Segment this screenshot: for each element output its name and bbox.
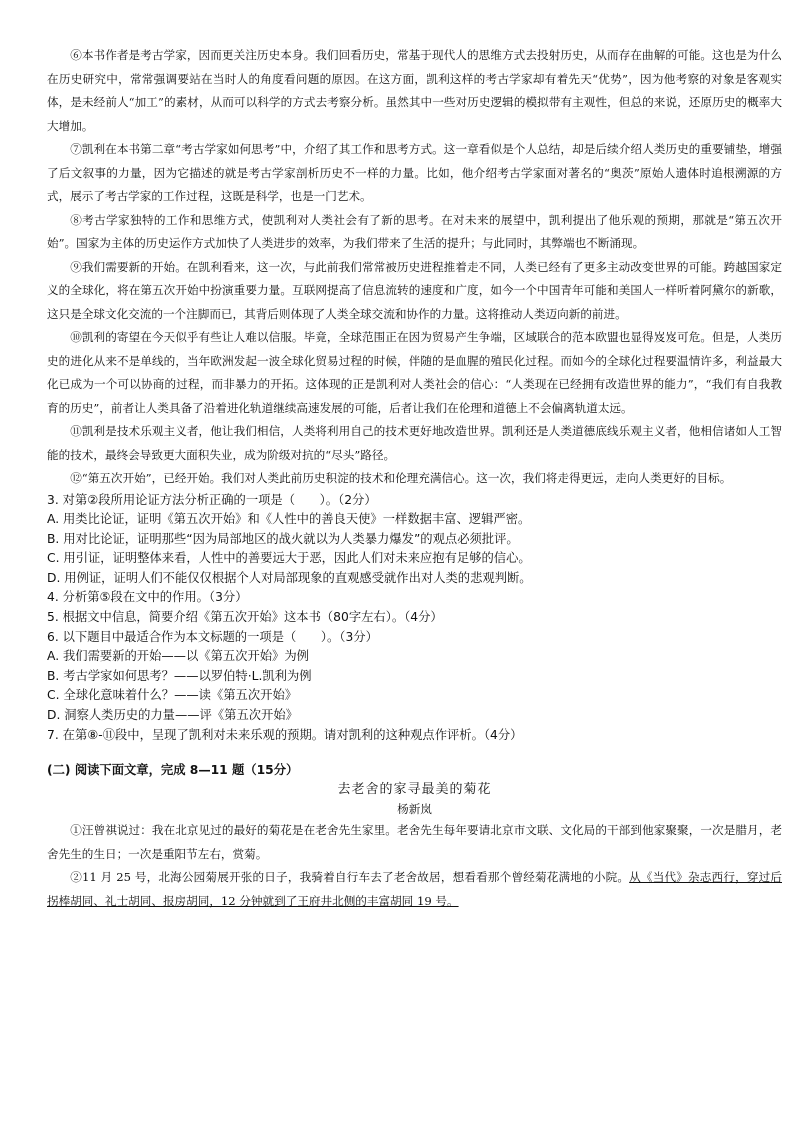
option-a: A. 我们需要新的开始——以《第五次开始》为例	[47, 649, 309, 664]
question-3: 3. 对第②段所用论证方法分析正确的一项是（ ）。（2分）	[47, 492, 377, 507]
article-author: 杨新岚	[397, 802, 432, 817]
question-7: 7. 在第⑧-⑪段中，呈现了凯利对未来乐观的预期。请对凯利的这种观点作评析。（4分）	[47, 727, 523, 742]
reading-section-two	[47, 760, 782, 913]
paragraph-10: ⑩凯利的寄望在今天似乎有些让人难以信服。毕竟，全球范围正在因为贸易产生争端，区域联合的范本欧盟也显得岌岌可危。但是，人类历史的进化从来不是单线的，当年欧洲发起一波全球化贸易过程的时候，伴随的是血腥的殖民化过程。而如今的全球化过程要温情许多，利益最大化已成为一个可以协商的过程，而非暴力的开拓。这体现的正是凯利对人类社会的信心：“人类现在已经拥有改造世界的能力”，“我们有自我教育的历史”，前者让人类具备了沿着进化轨道继续高速发展的可能，后者让我们在伦理和道德上不会偏离轨道太远。	[47, 330, 782, 415]
paragraph-12: ⑫“第五次开始”，已经开始。我们对人类此前历史积淀的技术和伦理充满信心。这一次，我们将走得更远，走向人类更好的目标。	[70, 471, 732, 485]
reading-passage	[47, 44, 782, 491]
question-4: 4. 分析第⑤段在文中的作用。（3分）	[47, 590, 248, 605]
paragraph-9: ⑨我们需要新的开始。在凯利看来，这一次，与此前我们常常被历史进程推着走不同，人类已经有了更多主动改变世界的可能。跨越国家定义的全球化，将在第五次开始中扮演重要力量。互联网提高了信息流转的速度和广度，如今一个中国青年可能和美国人一样听着阿黛尔的新歌，这只是全球文化交流的一个注脚而已，其背后则体现了人类全球交流和协作的力量。这将推动人类迈向新的前进。	[47, 259, 782, 321]
option-d: D. 用例证，证明人们不能仅仅根据个人对局部现象的直观感受就作出对人类的悲观判断。	[47, 570, 532, 585]
document-page	[47, 44, 782, 913]
option-c: C. 用引证，证明整体来看，人性中的善要远大于恶，因此人们对未来应抱有足够的信心。	[47, 551, 531, 566]
question-6: 6. 以下题目中最适合作为本文标题的一项是（ ）。（3分）	[47, 629, 378, 644]
question-list	[47, 491, 782, 746]
section-heading: (二) 阅读下面文章，完成 8—11 题（15分）	[47, 763, 299, 778]
article-paragraph-2	[47, 866, 782, 913]
underlined-sentence: 从《当代》杂志西行，穿过后拐棒胡同、礼士胡同、报房胡同，12 分钟就到了王府井北侧的丰富胡同 19 号。	[47, 870, 782, 908]
option-c: C. 全球化意味着什么？——读《第五次开始》	[47, 688, 298, 703]
paragraph-6: ⑥本书作者是考古学家，因而更关注历史本身。我们回看历史，常基于现代人的思维方式去投射历史，从而存在曲解的可能。这也是为什么在历史研究中，常常强调要站在当时人的角度看问题的原因。在这方面，凯利这样的考古学家却有着先天“优势”，因为他考察的对象是客观实体，是未经前人“加工”的素材，从而可以科学的方式去考察分析。虽然其中一些对历史逻辑的模拟带有主观性，但总的来说，还原历史的概率大大增加。	[47, 48, 782, 133]
question-5: 5. 根据文中信息，简要介绍《第五次开始》这本书（80字左右）。（4分）	[47, 610, 443, 625]
paragraph-7: ⑦凯利在本书第二章“考古学家如何思考”中，介绍了其工作和思考方式。这一章看似是个人总结，却是后续介绍人类历史的重要铺垫，增强了后文叙事的力量，因为它描述的就是考古学家剖析历史不一样的力量。比如，他介绍考古学家面对著名的“奥茨”原始人遗体时追根溯源的方式，展示了考古学家的工作过程，这既是科学，也是一门艺术。	[47, 142, 782, 203]
option-d: D. 洞察人类历史的力量——评《第五次开始》	[47, 708, 298, 723]
article-title: 去老舍的家寻最美的菊花	[337, 782, 492, 798]
paragraph-11: ⑪凯利是技术乐观主义者，他让我们相信，人类将利用自己的技术更好地改造世界。凯利还是人类道德底线乐观主义者，他相信诸如人工智能的技术，最终会导致更大面积失业，成为阶级对抗的“尽头”路径。	[47, 424, 782, 462]
paragraph-8: ⑧考古学家独特的工作和思维方式，使凯利对人类社会有了新的思考。在对未来的展望中，凯利提出了他乐观的预期，那就是“第五次开始”。国家为主体的历史运作方式加快了人类进步的效率，为我们带来了生活的提升；与此同时，其弊端也不断涌现。	[47, 212, 782, 250]
option-a: A. 用类比论证，证明《第五次开始》和《人性中的善良天使》一样数据丰富、逻辑严密。	[47, 512, 531, 527]
option-b: B. 考古学家如何思考？——以罗伯特·L.凯利为例	[47, 668, 312, 683]
paragraph-2-lead: ②11 月 25 号，北海公园菊展开张的日子，我骑着自行车去了老舍故居，想看看那个曾经菊花满地的小院。	[70, 870, 630, 885]
article-paragraph-1: ①汪曾祺说过：我在北京见过的最好的菊花是在老舍先生家里。老舍先生每年要请北京市文联、文化局的干部到他家聚聚，一次是腊月，老舍先生的生日；一次是重阳节左右，赏菊。	[47, 823, 782, 861]
option-b: B. 用对比论证，证明那些“因为局部地区的战火就以为人类暴力爆发”的观点必须批评。	[47, 531, 519, 546]
